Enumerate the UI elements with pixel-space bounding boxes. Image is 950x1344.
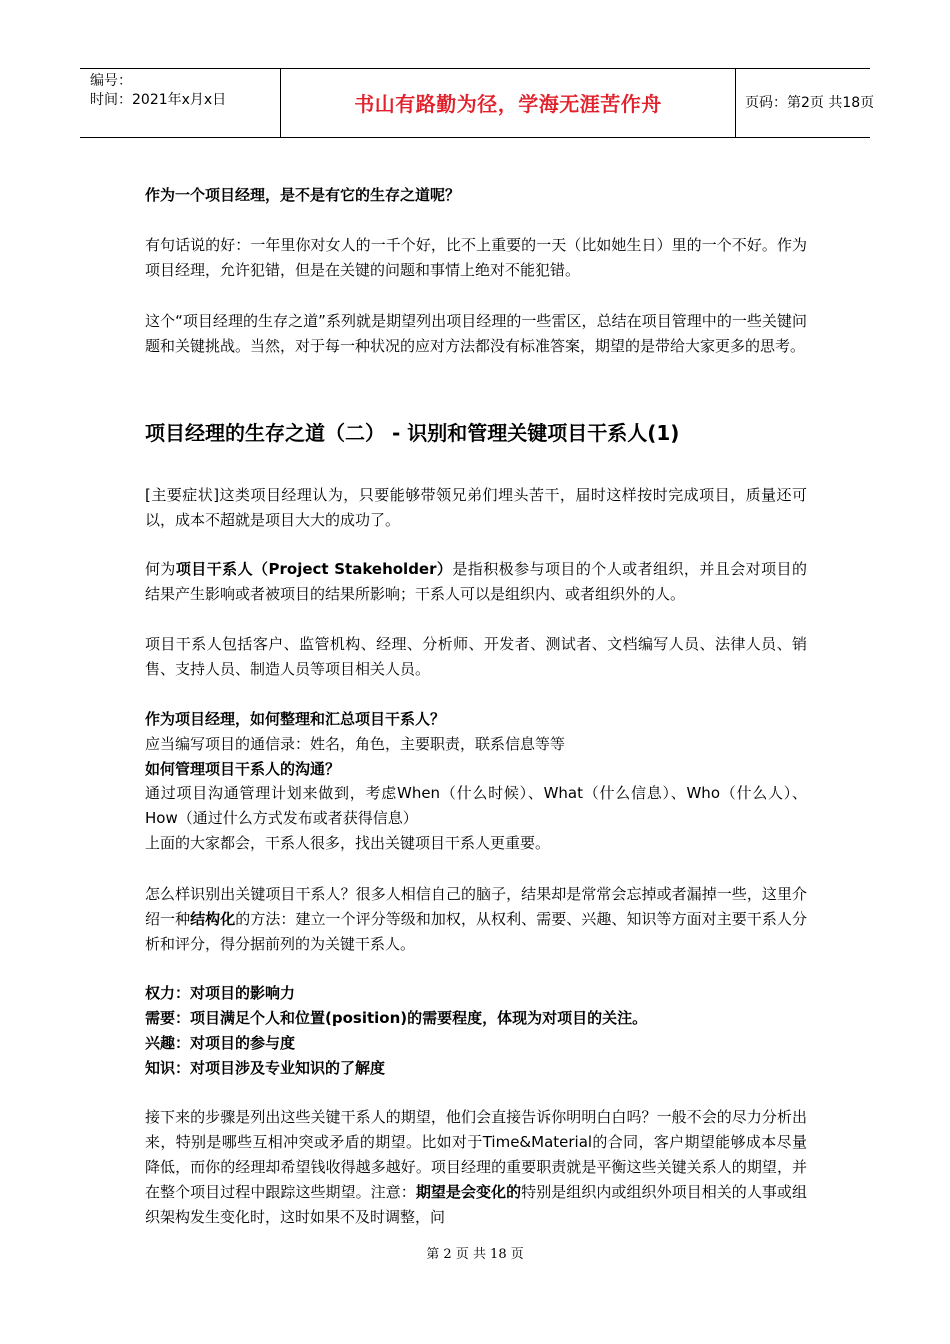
- paragraph-saying: 有句话说的好：一年里你对女人的一千个好，比不上重要的一天（比如她生日）里的一个不好。作为项目经理，允许犯错，但是在关键的问题和事情上绝对不能犯错。: [145, 236, 807, 279]
- header-motto: 书山有路勤为径，学海无涯苦作舟: [354, 92, 662, 116]
- page-footer: 第 2 页 共 18 页: [426, 1247, 524, 1262]
- criterion-knowledge: 知识：对项目涉及专业知识的了解度: [145, 1059, 386, 1077]
- definition-prefix: 何为: [145, 560, 176, 578]
- paragraph-stakeholder-definition: [145, 557, 807, 607]
- document-number: 编号：: [90, 73, 132, 89]
- definition-term: 项目干系人（Project Stakeholder）: [175, 560, 453, 578]
- paragraph-key-stakeholders: 上面的大家都会，干系人很多，找出关键项目干系人更重要。: [145, 834, 551, 852]
- header-info-cell: [80, 69, 281, 137]
- method-keyword: 结构化: [190, 910, 236, 928]
- expectations-text: 特别是组织内或组织外项目相关的人事或组织架构发生变化时，这时如果不及时调整，问: [145, 1183, 807, 1226]
- paragraph-expectations: [145, 1105, 807, 1230]
- paragraph-identify-method: [145, 882, 807, 957]
- criterion-interest: 兴趣：对项目的参与度: [145, 1034, 296, 1052]
- paragraph-stakeholder-list: 项目干系人包括客户、监管机构、经理、分析师、开发者、测试者、文档编写人员、法律人员、销售、支持人员、制造人员等项目相关人员。: [145, 635, 807, 678]
- document-date: 时间：2021年x月x日: [90, 92, 227, 108]
- method-text: 的方法：建立一个评分等级和加权，从权利、需要、兴趣、知识等方面对主要干系人分析和评分，得分据前列的为关键干系人。: [145, 910, 807, 953]
- paragraph-symptoms: [主要症状]这类项目经理认为，只要能够带领兄弟们埋头苦干，届时这样按时完成项目，质量还可以，成本不超就是项目大大的成功了。: [145, 486, 807, 529]
- question-survival: 作为一个项目经理，是不是有它的生存之道呢？: [145, 186, 461, 204]
- answer-organize: 应当编写项目的通信录：姓名，角色，主要职责，联系信息等等: [145, 735, 566, 753]
- criterion-power: 权力：对项目的影响力: [145, 984, 296, 1002]
- definition-text: 是指积极参与项目的个人或者组织，并且会对项目的结果产生影响或者被项目的结果所影响；干系人可以是组织内、或者组织外的人。: [145, 560, 807, 603]
- expectations-prefix: 接下来的步骤是列出这些关键干系人的期望，他们会直接告诉你明明白白吗？一般不会的尽力分析出来，特别是哪些互相冲突或矛盾的期望。比如对于Time&Material的合同，客户期望能够成本尽量降低，而你的经理却希望钱收得越多越好。项目经理的重要职责就是平衡这些关键关系人的期望，并在整个项目过程中跟踪这些期望。注意：: [145, 1108, 807, 1201]
- question-organize: 作为项目经理，如何整理和汇总项目干系人？: [145, 710, 446, 728]
- paragraph-series-intro: 这个“项目经理的生存之道”系列就是期望列出项目经理的一些雷区，总结在项目管理中的一些关键问题和关键挑战。当然，对于每一种状况的应对方法都没有标准答案，期望的是带给大家更多的思考。: [145, 312, 807, 355]
- criterion-need: 需要：项目满足个人和位置(position)的需要程度，体现为对项目的关注。: [145, 1009, 648, 1027]
- question-communicate: 如何管理项目干系人的沟通？: [145, 760, 341, 778]
- header-page-cell: [736, 69, 875, 137]
- method-prefix: 怎么样识别出关键项目干系人？很多人相信自己的脑子，结果却是常常会忘掉或者漏掉一些，这里介绍一种: [145, 885, 807, 928]
- header-motto-cell: [281, 69, 736, 137]
- answer-communicate: 通过项目沟通管理计划来做到，考虑When（什么时候）、What（什么信息）、Who（什么人）、How（通过什么方式发布或者获得信息）: [145, 784, 807, 827]
- section-title: 项目经理的生存之道（二） - 识别和管理关键项目干系人(1): [145, 421, 680, 445]
- header-page-number: 页码：第2页 共18页: [745, 95, 875, 111]
- expectations-keyword: 期望是会变化的: [415, 1183, 522, 1201]
- page-header: [80, 68, 875, 138]
